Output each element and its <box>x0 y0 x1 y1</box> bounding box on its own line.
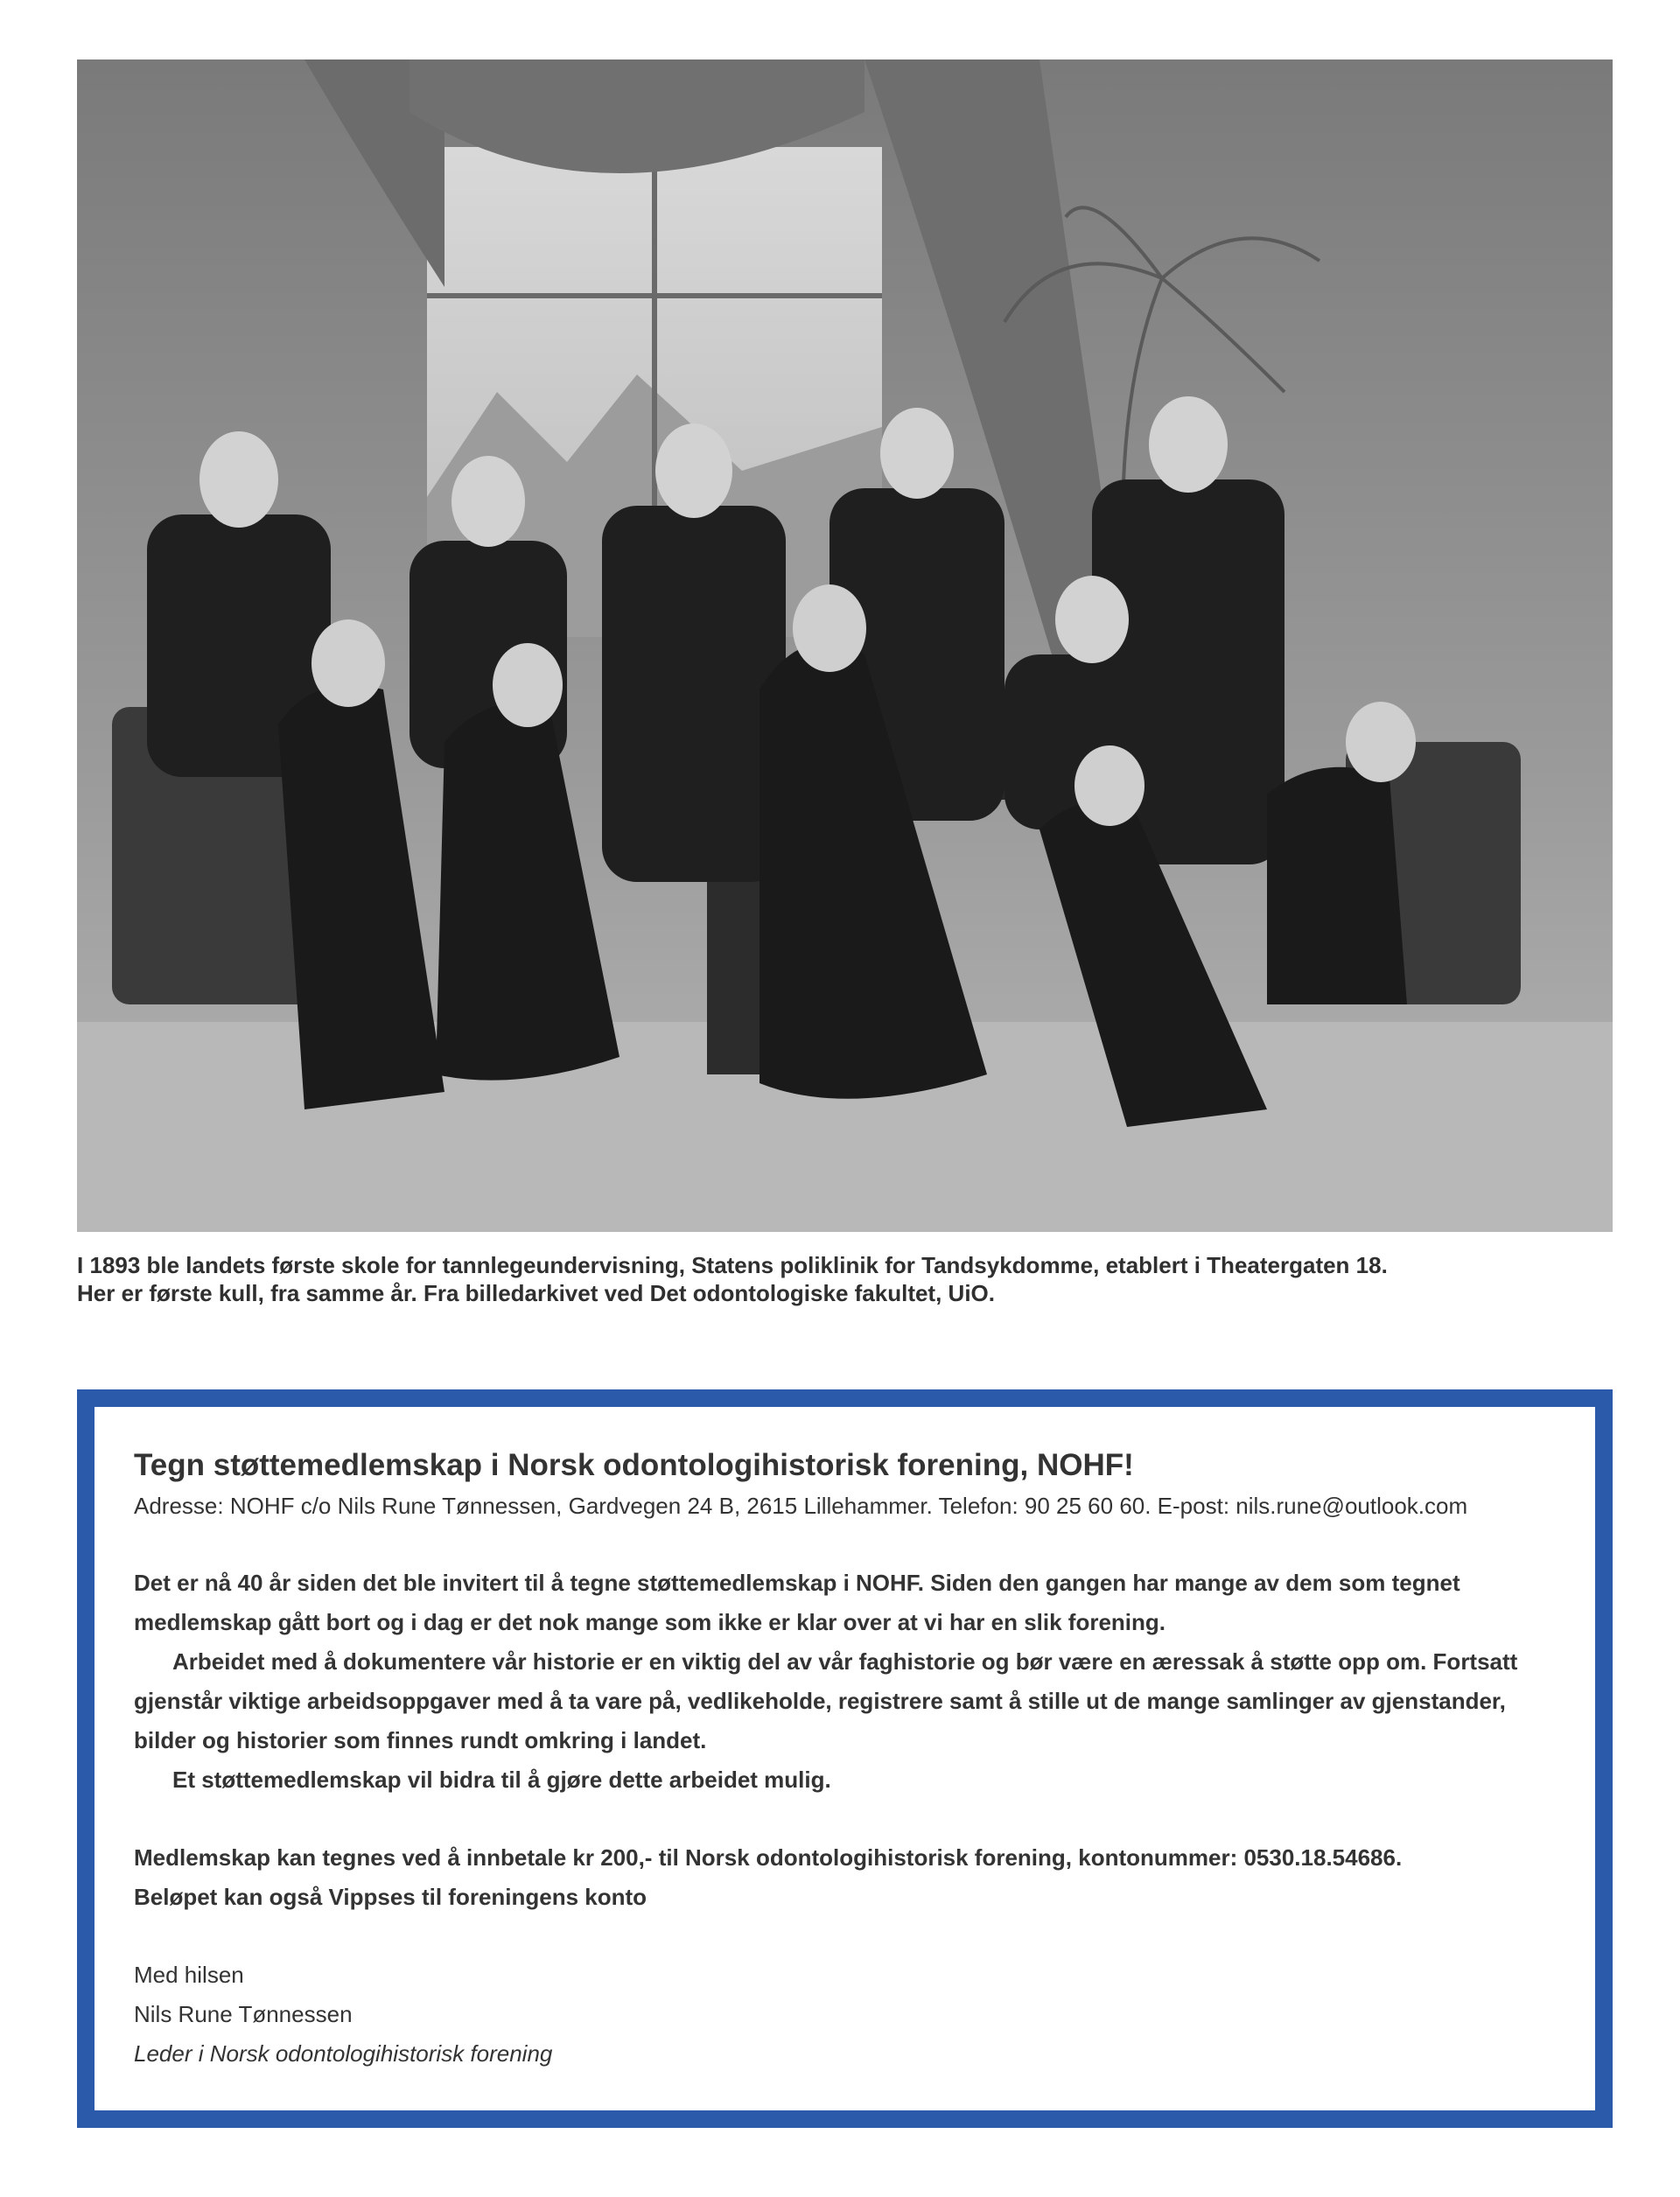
paragraph-1: Det er nå 40 år siden det ble invitert til å tegne støttemedlemskap i NOHF. Siden den gangen har mange av dem som tegnet medlemskap gått bort og i dag er det nok mange som ikke er klar over at vi har en slik forening. <box>134 1570 1460 1635</box>
notice-body <box>134 1564 1560 1800</box>
notice-content <box>134 1446 1560 2074</box>
payment-info <box>134 1838 1560 1917</box>
caption-line-1: I 1893 ble landets første skole for tannlegeundervisning, Statens poliklinik for Tandsykdomme, etablert i Theatergaten 18. <box>77 1252 1388 1278</box>
notice-heading: Tegn støttemedlemskap i Norsk odontologihistorisk forening, NOHF! <box>134 1448 1134 1482</box>
caption-line-2: Her er første kull, fra samme år. Fra billedarkivet ved Det odontologiske fakultet, UiO. <box>77 1280 995 1306</box>
signature-block <box>134 1956 1560 2074</box>
notice-address: Adresse: NOHF c/o Nils Rune Tønnessen, Gardvegen 24 B, 2615 Lillehammer. Telefon: 90 25 60 60. E-post: nils.rune@outlook.com <box>134 1493 1468 1519</box>
paragraph-2: Arbeidet med å dokumentere vår historie er en viktig del av vår faghistorie og bør være en æressak å støtte opp om. Fortsatt gjenstår viktige arbeidsoppgaver med å ta vare på, vedlikeholde, registrere samt å stille ut de mange samlinger av gjenstander, bilder og historier som finnes rundt omkring i landet. <box>134 1648 1518 1753</box>
payment-line-1: Medlemskap kan tegnes ved å innbetale kr 200,- til Norsk odontologihistorisk forening, kontonummer: 0530.18.54686. <box>134 1844 1403 1871</box>
paragraph-3: Et støttemedlemskap vil bidra til å gjøre dette arbeidet mulig. <box>172 1767 831 1793</box>
payment-line-2: Beløpet kan også Vippses til foreningens konto <box>134 1884 648 1910</box>
membership-notice-box <box>77 1389 1613 2128</box>
historical-photo <box>77 59 1613 1232</box>
group-photo-illustration <box>77 59 1613 1232</box>
greeting: Med hilsen <box>134 1962 244 1988</box>
photo-caption <box>77 1251 1617 1307</box>
signer-role: Leder i Norsk odontologihistorisk forening <box>134 2040 553 2067</box>
signer-name: Nils Rune Tønnessen <box>134 2001 353 2027</box>
